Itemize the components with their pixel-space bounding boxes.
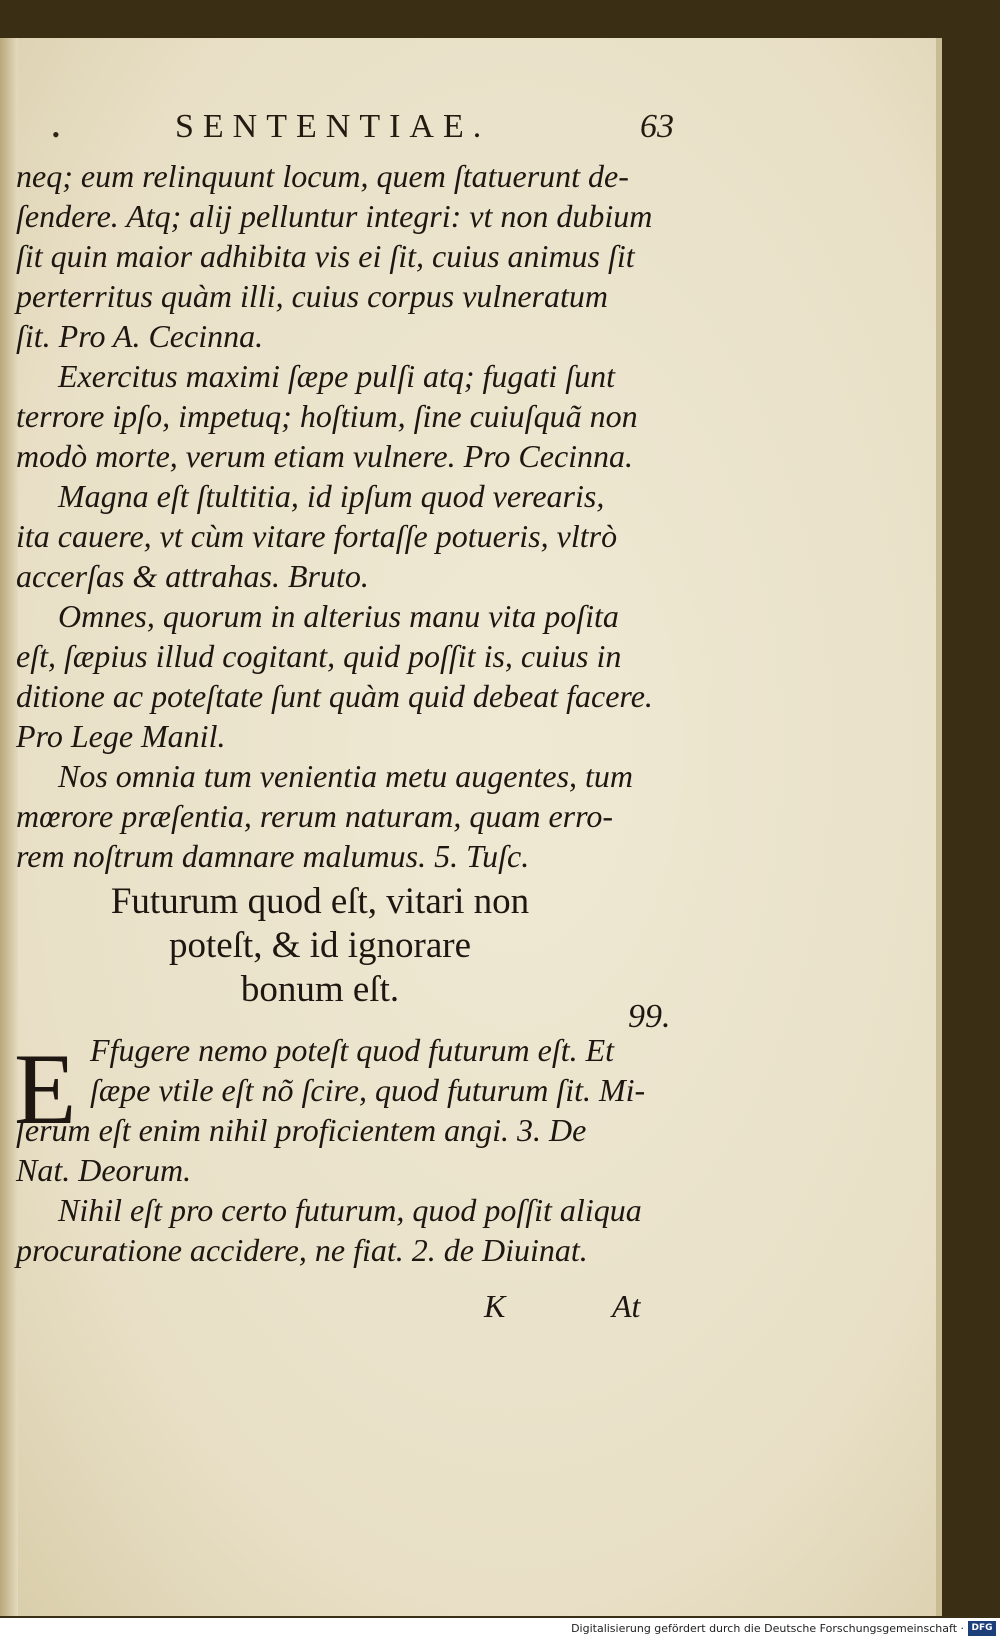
text-line: procuratione accidere, ne fiat. 2. de Diuinat.: [16, 1232, 588, 1268]
text-line: mœrore præſentia, rerum naturam, quam erro-: [16, 798, 614, 834]
text-line: Exercitus maximi ſæpe pulſi atq; fugati ſunt: [58, 358, 615, 394]
footer-credit: Digitalisierung gefördert durch die Deutsche Forschungsgemeinschaft ·: [571, 1622, 964, 1635]
signature-mark: K: [484, 1288, 506, 1324]
text-line: neq; eum relinquunt locum, quem ſtatuerunt de-: [16, 158, 629, 194]
text-line: Magna eſt ſtultitia, id ipſum quod verearis,: [58, 478, 605, 514]
text-line: ditione ac poteſtate ſunt quàm quid debeat facere.: [16, 678, 653, 714]
heading-line: poteſt, & id ignorare: [168, 925, 472, 966]
text-line: eſt, ſæpius illud cogitant, quid poſſit is, cuius in: [16, 638, 622, 674]
running-head: [0, 108, 942, 148]
text-line: Ffugere nemo poteſt quod futurum eſt. Et: [90, 1032, 615, 1068]
running-head-ornament: •: [52, 122, 60, 147]
drop-capital: E: [14, 1033, 77, 1146]
text-line: Nat. Deorum.: [16, 1152, 192, 1188]
text-line: perterritus quàm illi, cuius corpus vulneratum: [16, 278, 608, 314]
footer-bar: [0, 1618, 1000, 1642]
text-line: ſerum eſt enim nihil proficientem angi. 3. De: [16, 1112, 587, 1148]
text-line: Nihil eſt pro certo futurum, quod poſſit aliqua: [58, 1192, 642, 1228]
text-line: terrore ipſo, impetuq; hoſtium, ſine cuiuſquã non: [16, 398, 638, 434]
text-line: Nos omnia tum venientia metu augentes, tum: [58, 758, 634, 794]
text-line: ſæpe vtile eſt nõ ſcire, quod futurum ſit. Mi-: [90, 1072, 646, 1108]
text-line: ſit. Pro A. Cecinna.: [16, 318, 264, 354]
book-page: [0, 38, 942, 1616]
heading-line: bonum eſt.: [240, 969, 400, 1010]
section-number: 99.: [628, 998, 671, 1035]
text-line: Pro Lege Manil.: [16, 718, 226, 754]
text-line: ita cauere, vt cùm vitare fortaſſe potueris, vltrò: [16, 518, 618, 554]
dfg-logo: DFG: [968, 1621, 996, 1636]
running-head-title: SENTENTIAE.: [175, 108, 491, 145]
text-line: ſendere. Atq; alij pelluntur integri: vt non dubium: [16, 198, 653, 234]
text-line: rem noſtrum damnare malumus. 5. Tuſc.: [16, 838, 530, 874]
text-line: ſit quin maior adhibita vis ei ſit, cuius animus ſit: [16, 238, 635, 274]
catchword: At: [612, 1288, 641, 1324]
text-line: Omnes, quorum in alterius manu vita poſita: [58, 598, 619, 634]
heading-line: Futurum quod eſt, vitari non: [110, 881, 530, 922]
text-line: modò morte, verum etiam vulnere. Pro Cecinna.: [16, 438, 634, 474]
page-number: 63: [640, 108, 674, 145]
text-line: accerſas & attrahas. Bruto.: [16, 558, 369, 594]
